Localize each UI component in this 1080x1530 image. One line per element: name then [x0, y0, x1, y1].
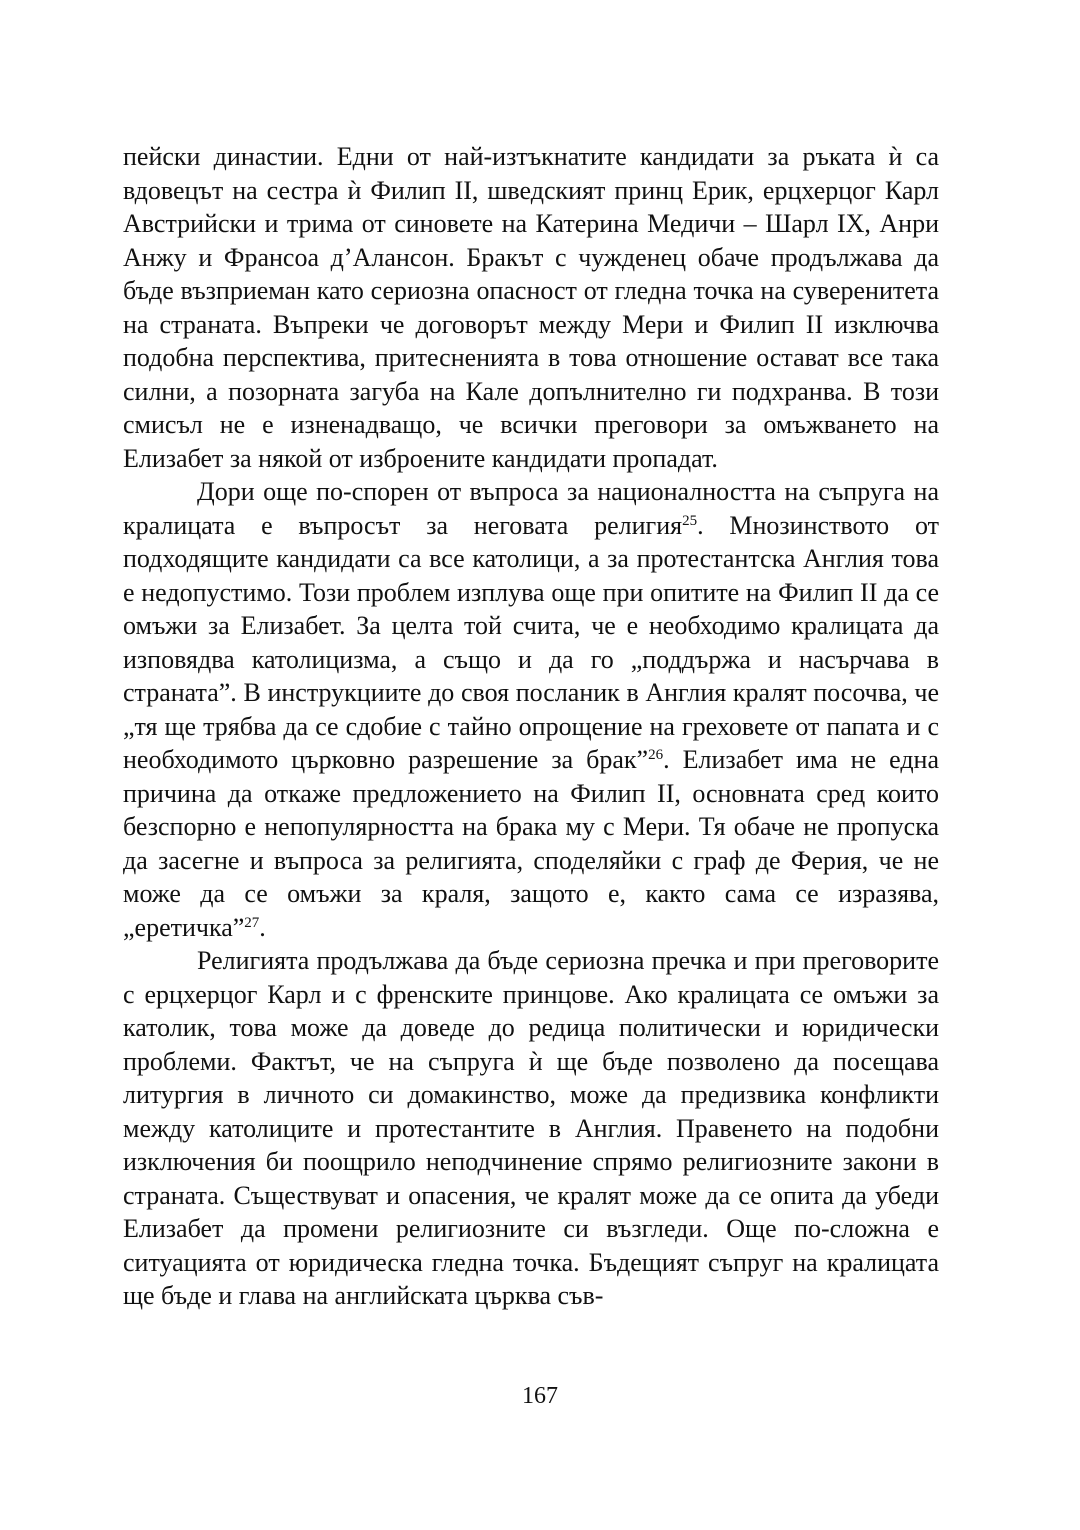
page-body	[123, 140, 939, 1313]
paragraph-2-text-b: . Мнозинството от подходящите кандидати са все католици, а за протестантска Англия това е недопустимо. Този проблем изплува още при опитите на Филип II да се омъжи за Елизабет. За целта той счита, че е необходимо кралицата да изповядва католицизма, а също и да го „поддържа и насърчава в страната”. В инструкциите до своя посланик в Англия кралят посочва, че „тя ще трябва да се сдобие с тайно опрощение на греховете от папата и с необходимото църковно разрешение за брак”	[123, 510, 939, 774]
footnote-ref-25[interactable]: 25	[682, 512, 698, 529]
paragraph-1: пейски династии. Едни от най-изтъкнатите кандидати за ръката ѝ са вдовецът на сестра ѝ Филип II, шведският принц Ерик, ерцхерцог Карл Австрийски и трима от синовете на Катерина Медичи – Шарл IX, Анри Анжу и Франсоа д’Алансон. Бракът с чужденец обаче продължава да бъде възприеман като сериозна опасност от гледна точка на суверенитета на страната. Въпреки че договорът между Мери и Филип II изключва подобна перспектива, притесненията в това отношение остават все така силни, а позорната загуба на Кале допълнително ги подхранва. В този смисъл не е изненадващо, че всички преговори за омъжването на Елизабет за някой от изброените кандидати пропадат.	[123, 142, 939, 473]
paragraph-2-text-d: .	[259, 912, 266, 942]
paragraph-2-text-a: Дори още по-спорен от въпроса за националността на съпруга на кралицата е въпросът за неговата религия	[123, 477, 939, 540]
footnote-ref-27[interactable]: 27	[244, 914, 260, 931]
footnote-ref-26[interactable]: 26	[648, 747, 664, 763]
paragraph-3: Религията продължава да бъде сериозна пречка и при преговорите с ерцхерцог Карл и с френските принцове. Ако кралицата се омъжи за католик, това може да доведе до редица политически и юридически проблеми. Фактът, че на съпруга ѝ ще бъде позволено да посещава литургия в личното си домакинство, може да предизвика конфликти между католиците и протестантите в Англия. Правенето на подобни изключения би поощрило неподчинение спрямо религиозните закони в страната. Съществуват и опасения, че кралят може да се опита да убеди Елизабет да промени религиозните си възгледи. Още по-сложна е ситуацията от юридическа гледна точка. Бъдещият съпруг на кралицата ще бъде и глава на английската църква съв-	[123, 946, 939, 1310]
page-number: 167	[522, 1383, 558, 1409]
paragraph-2-text-c: . Елизабет има не една причина да откаже предложението на Филип II, основната сред които безспорно е непопулярността на брака му с Мери. Тя обаче не пропуска да засегне и въпроса за религията, споделяйки с граф де Ферия, че не може да се омъжи за краля, защото е, както сама се изразява, „еретичка”	[123, 745, 939, 942]
paragraph-2	[123, 475, 939, 944]
